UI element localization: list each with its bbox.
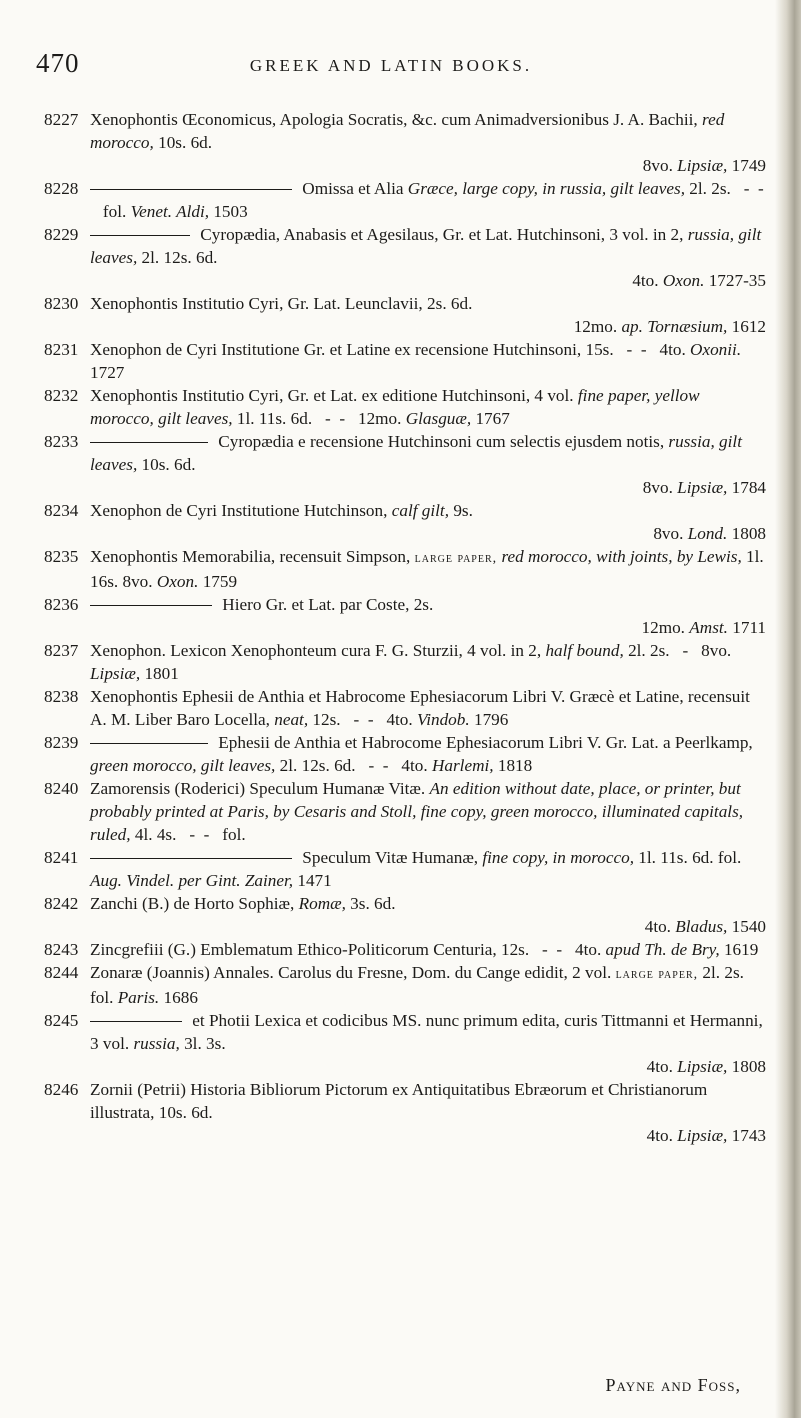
- footer-printer: Payne and Foss,: [605, 1375, 741, 1395]
- entry-price: 12s.: [500, 940, 530, 959]
- entry-title: Xenophontis Ephesii de Anthia et Habrocome Ephesiacorum Libri V. Græcè et Latine, recensuit A. M. Liber Baro Locella,: [90, 687, 750, 729]
- ditto-rule: [90, 189, 292, 190]
- entry-imprint: 12mo. ap. Tornæsium, 1612: [573, 317, 766, 336]
- ditto-rule: [90, 743, 208, 744]
- catalog-entry: 8235 Xenophontis Memorabilia, recensuit Simpson, large paper, red morocco, with joints, by Lewis, 1l. 16s. 8vo. Oxon. 1759: [44, 547, 764, 591]
- entry-binding: russia, gilt leaves,: [90, 225, 762, 267]
- entry-number: 8228: [44, 179, 79, 198]
- entry-imprint: 4to. Lipsiæ, 1743: [646, 1126, 766, 1145]
- entry-imprint: 12mo. Amst. 1711: [641, 618, 766, 637]
- entry-binding: fine copy, in morocco,: [482, 848, 634, 867]
- entry-price: 4l. 4s.: [134, 825, 177, 844]
- catalog-entry: 8231 Xenophon de Cyri Institutione Gr. et Latine ex recensione Hutchinsoni, 15s. - - 4to. Oxonii. 1727: [44, 340, 742, 382]
- page-number: 470: [36, 48, 80, 78]
- ditto-rule: [90, 1021, 182, 1022]
- entry-price: 10s. 6d.: [158, 133, 213, 152]
- catalog-entry: 8241 Speculum Vitæ Humanæ, fine copy, in morocco, 1l. 11s. 6d. fol. Aug. Vindel. per Gint. Zainer, 1471: [44, 848, 742, 890]
- catalog-entry: 8239 Ephesii de Anthia et Habrocome Ephesiacorum Libri V. Gr. Lat. a Peerlkamp, green morocco, gilt leaves, 2l. 12s. 6d. - - 4to. Harlemi, 1818: [44, 733, 753, 775]
- entry-number: 8227: [44, 110, 79, 129]
- catalog-entry: [44, 108, 766, 177]
- entry-binding: green morocco, gilt leaves,: [90, 756, 276, 775]
- entry-number: 8245: [44, 1011, 79, 1030]
- entry-title: Omissa et Alia: [302, 179, 404, 198]
- entry-price: 2l. 2s.: [702, 963, 744, 982]
- entry-price: 1l. 11s. 6d.: [236, 409, 313, 428]
- entry-number: 8236: [44, 595, 79, 614]
- catalog-entry: 8243 Zincgrefiii (G.) Emblematum Ethico-Politicorum Centuria, 12s. - - 4to. apud Th. de Bry, 1619: [44, 940, 759, 959]
- catalog-entry: [44, 1009, 766, 1078]
- entry-number: 8240: [44, 779, 79, 798]
- entry-number: 8241: [44, 848, 79, 867]
- entry-number: 8235: [44, 547, 79, 566]
- entry-title: Xenophontis Institutio Cyri, Gr. et Lat. ex editione Hutchinsoni, 4 vol.: [90, 386, 574, 405]
- catalog-entry: 8240 Zamorensis (Roderici) Speculum Humanæ Vitæ. An edition without date, place, or printer, but probably printed at Paris, by Cesaris and Stoll, fine copy, green morocco, illuminated capitals, ruled, 4l. 4s. - - fol.: [44, 779, 744, 844]
- entry-title: Hiero Gr. et Lat. par Coste,: [222, 595, 410, 614]
- entry-imprint: 8vo. Lipsiæ, 1784: [642, 478, 766, 497]
- entry-price: 1l. 16s.: [90, 547, 764, 591]
- entry-imprint: 4to. Lipsiæ, 1808: [646, 1057, 766, 1076]
- entry-binding: russia,: [133, 1034, 180, 1053]
- entry-price: 3l. 3s.: [184, 1034, 226, 1053]
- entry-paper: large paper,: [414, 551, 498, 566]
- catalog-entry: 8228 Omissa et Alia Græce, large copy, in russia, gilt leaves, 2l. 2s. - - fol. Venet. Aldi, 1503: [44, 179, 764, 221]
- entry-imprint: 8vo. Lipsiæ, 1749: [642, 156, 766, 175]
- entry-price: 1l. 11s. 6d.: [638, 848, 714, 867]
- running-head: GREEK AND LATIN BOOKS.: [249, 56, 533, 75]
- catalog-entry: [44, 593, 766, 639]
- ditto-rule: [90, 858, 292, 859]
- entry-number: 8237: [44, 641, 79, 660]
- entry-price: 2s. 6d.: [427, 294, 473, 313]
- entry-imprint: 4to. Oxon. 1727-35: [632, 271, 766, 290]
- entry-binding: fine paper, yellow morocco, gilt leaves,: [90, 386, 700, 428]
- scan-edge-shadow: [775, 0, 801, 1418]
- entry-title: Ephesii de Anthia et Habrocome Ephesiacorum Libri V. Gr. Lat. a Peerlkamp,: [218, 733, 753, 752]
- entry-paper: large paper,: [615, 967, 699, 982]
- entry-binding: calf gilt,: [391, 501, 450, 520]
- entry-place: Romæ,: [298, 894, 346, 913]
- entry-binding: Græce, large copy, in russia, gilt leaves,: [407, 179, 685, 198]
- entry-price: 2l. 12s. 6d.: [279, 756, 356, 775]
- entry-number: 8244: [44, 963, 79, 982]
- entry-price: 10s. 6d.: [158, 1103, 213, 1122]
- entry-title: Xenophontis Institutio Cyri, Gr. Lat. Leunclavii,: [90, 294, 423, 313]
- entry-title: Zonaræ (Joannis) Annales. Carolus du Fresne, Dom. du Cange edidit, 2 vol.: [90, 963, 612, 982]
- catalog-entry: [44, 499, 766, 545]
- entry-price: 2l. 2s.: [689, 179, 731, 198]
- ditto-rule: [90, 235, 190, 236]
- entry-price: 3s. 6d.: [350, 894, 396, 913]
- entry-title: Speculum Vitæ Humanæ,: [302, 848, 479, 867]
- entry-binding: red morocco, with joints, by Lewis,: [501, 547, 742, 566]
- entry-title: Zanchi (B.) de Horto Sophiæ,: [90, 894, 295, 913]
- catalog-entry: 8238 Xenophontis Ephesii de Anthia et Habrocome Ephesiacorum Libri V. Græcè et Latine, recensuit A. M. Liber Baro Locella, neat, 12s. - - 4to. Vindob. 1796: [44, 687, 750, 729]
- catalog-entry: 8244 Zonaræ (Joannis) Annales. Carolus du Fresne, Dom. du Cange edidit, 2 vol. large paper, 2l. 2s. fol. Paris. 1686: [44, 963, 744, 1007]
- entry-price: 9s.: [453, 501, 473, 520]
- catalog-entry: 8232 Xenophontis Institutio Cyri, Gr. et Lat. ex editione Hutchinsoni, 4 vol. fine paper, yellow morocco, gilt leaves, 1l. 11s. 6d. - - 12mo. Glasguæ, 1767: [44, 386, 700, 428]
- entry-title: Xenophon. Lexicon Xenophonteum cura F. G. Sturzii, 4 vol. in 2,: [90, 641, 542, 660]
- page-header: [26, 48, 756, 88]
- entry-price: 2s.: [413, 595, 434, 614]
- entry-number: 8229: [44, 225, 79, 244]
- entry-title: Cyropædia e recensione Hutchinsoni cum selectis ejusdem notis,: [218, 432, 665, 451]
- entry-title: Xenophontis Œconomicus, Apologia Socratis, &c. cum Animadversionibus J. A. Bachii,: [90, 110, 698, 129]
- ditto-rule: [90, 605, 212, 606]
- entry-price: 2l. 12s. 6d.: [141, 248, 218, 267]
- entry-number: 8231: [44, 340, 79, 359]
- catalog-entry: [44, 892, 766, 938]
- catalog-entry: [44, 292, 766, 338]
- entry-title: Xenophontis Memorabilia, recensuit Simpson,: [90, 547, 411, 566]
- entry-number: 8243: [44, 940, 79, 959]
- entry-price: 2l. 2s.: [628, 641, 670, 660]
- catalog-entry: [44, 430, 766, 499]
- entry-title: et Photii Lexica et codicibus MS. nunc primum edita, curis Tittmanni et Hermanni, 3 vol.: [90, 1011, 763, 1053]
- entry-number: 8233: [44, 432, 79, 451]
- entry-number: 8238: [44, 687, 79, 706]
- entry-binding: russia, gilt leaves,: [90, 432, 742, 474]
- entry-number: 8234: [44, 501, 79, 520]
- entry-title: Xenophon de Cyri Institutione Gr. et Latine ex recensione Hutchinsoni,: [90, 340, 582, 359]
- entry-title: Zornii (Petrii) Historia Bibliorum Pictorum ex Antiquitatibus Ebræorum et Christianorum illustrata,: [90, 1080, 708, 1122]
- entry-title: Zamorensis (Roderici) Speculum Humanæ Vitæ.: [90, 779, 426, 798]
- entry-title: Zincgrefiii (G.) Emblematum Ethico-Politicorum Centuria,: [90, 940, 497, 959]
- catalog-entry: [44, 223, 766, 292]
- entry-title: Xenophon de Cyri Institutione Hutchinson,: [90, 501, 388, 520]
- entry-number: 8239: [44, 733, 79, 752]
- catalog-list: [44, 108, 766, 1147]
- entry-number: 8242: [44, 894, 79, 913]
- ditto-rule: [90, 442, 208, 443]
- entry-imprint: 4to. Bladus, 1540: [644, 917, 766, 936]
- entry-price: 15s.: [585, 340, 614, 359]
- entry-number: 8230: [44, 294, 79, 313]
- entry-description: An edition without date, place, or printer, but probably printed at Paris, by Cesaris and Stoll, fine copy, green morocco, illuminated capitals, ruled,: [90, 779, 744, 844]
- entry-binding: half bound,: [545, 641, 624, 660]
- entry-price: 12s.: [312, 710, 341, 729]
- catalog-entry: 8237 Xenophon. Lexicon Xenophonteum cura F. G. Sturzii, 4 vol. in 2, half bound, 2l. 2s. - 8vo. Lipsiæ, 1801: [44, 641, 732, 683]
- catalog-entry: [44, 1078, 766, 1147]
- entry-imprint: 8vo. Lond. 1808: [653, 524, 766, 543]
- entry-title: Cyropædia, Anabasis et Agesilaus, Gr. et Lat. Hutchinsoni, 3 vol. in 2,: [200, 225, 684, 244]
- entry-binding: neat,: [274, 710, 309, 729]
- entry-price: 10s. 6d.: [141, 455, 196, 474]
- entry-number: 8246: [44, 1080, 79, 1099]
- entry-binding: red morocco,: [90, 110, 725, 152]
- entry-number: 8232: [44, 386, 79, 405]
